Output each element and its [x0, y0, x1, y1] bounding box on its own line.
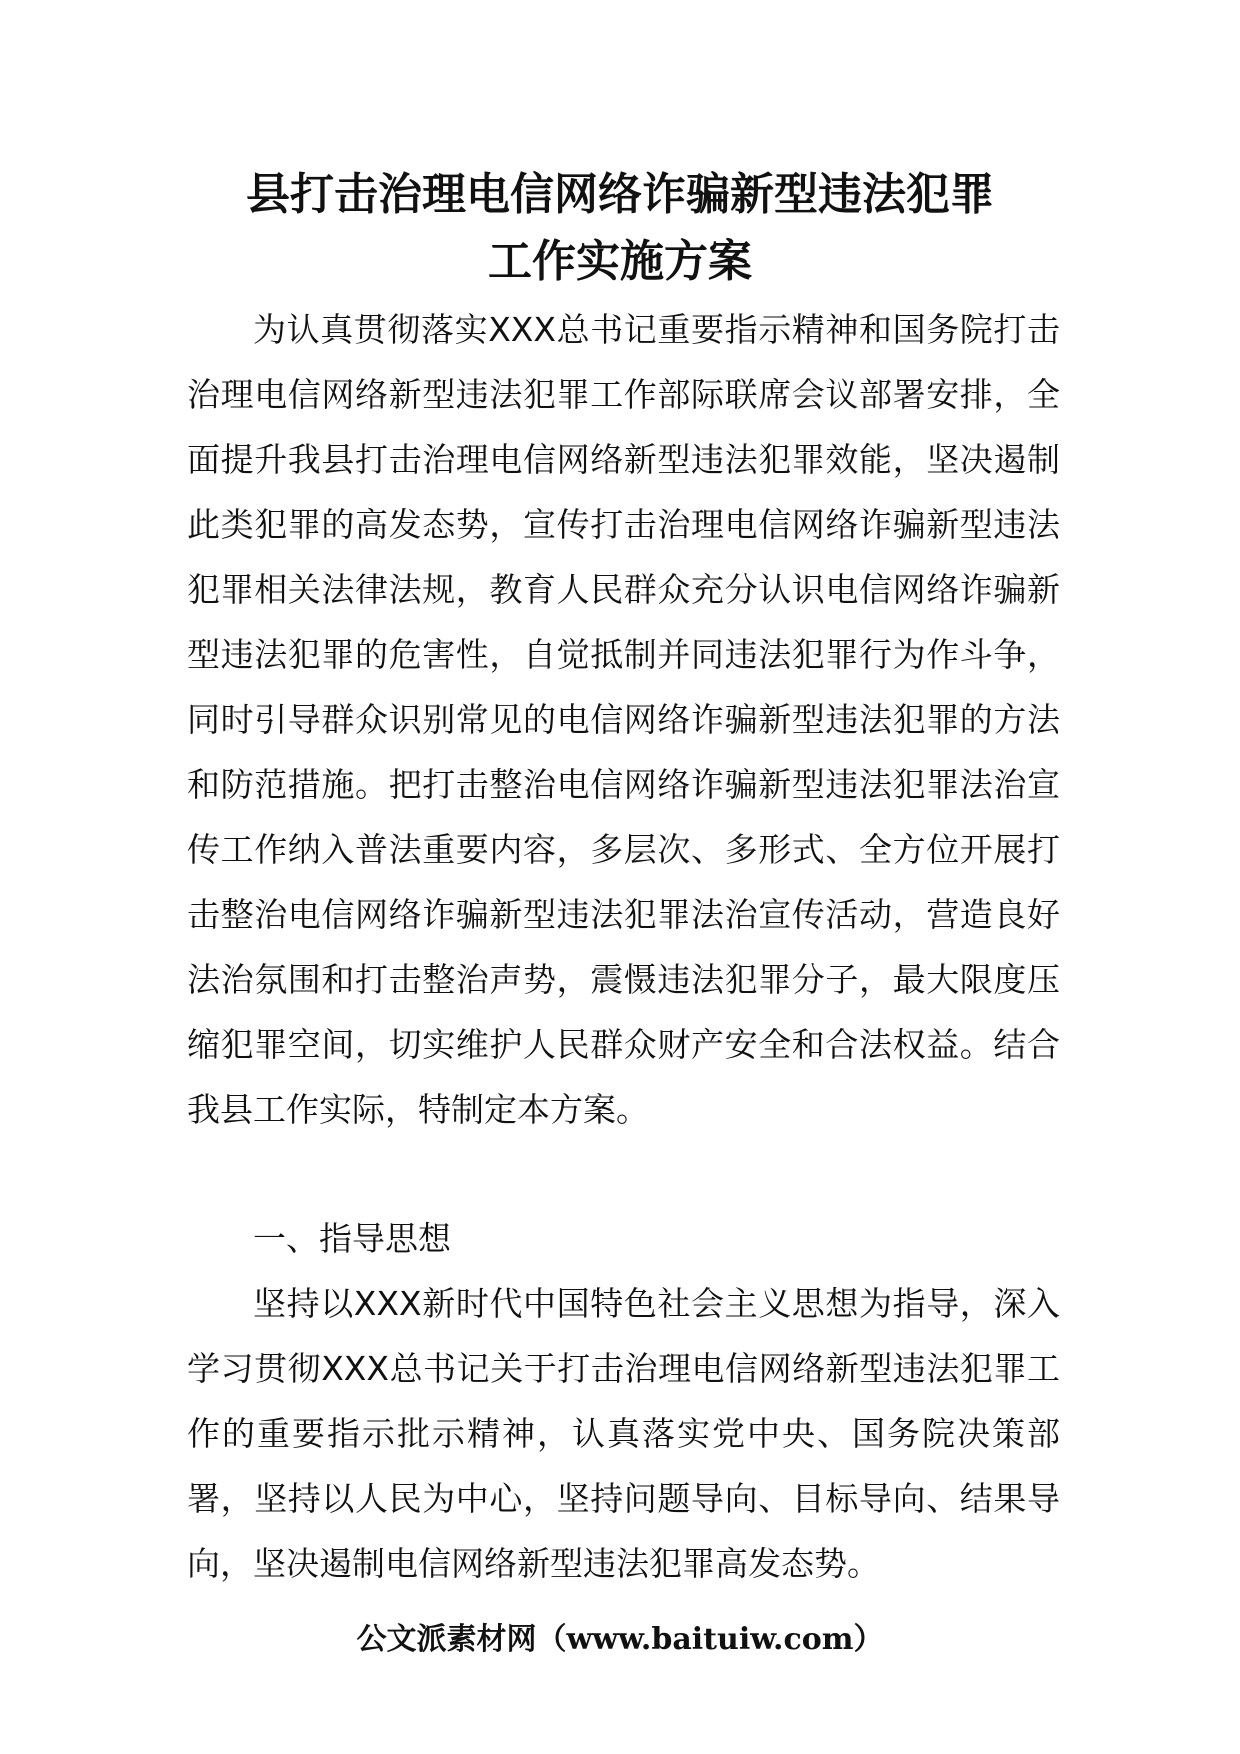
page-title-line-2: 工作实施方案	[488, 236, 752, 287]
section-heading-guiding-ideology: 一、指导思想	[253, 1219, 451, 1258]
section-paragraph-guiding-ideology: 坚持以XXX新时代中国特色社会主义思想为指导，深入学习贯彻XXX总书记关于打击治理电信网络新型违法犯罪工作的重要指示批示精神，认真落实党中央、国务院决策部署，坚持以人民为中心，坚持问题导向、目标导向、结果导向，坚决遏制电信网络新型违法犯罪高发态势。	[187, 1284, 1060, 1583]
page-title-line-1: 县打击治理电信网络诈骗新型违法犯罪	[246, 169, 994, 220]
footer-watermark: 公文派素材网（www.baituiw.com）	[356, 1622, 884, 1657]
intro-paragraph: 为认真贯彻落实XXX总书记重要指示精神和国务院打击治理电信网络新型违法犯罪工作部际联席会议部署安排，全面提升我县打击治理电信网络新型违法犯罪效能，坚决遏制此类犯罪的高发态势，宣传打击治理电信网络诈骗新型违法犯罪相关法律法规，教育人民群众充分认识电信网络诈骗新型违法犯罪的危害性，自觉抵制并同违法犯罪行为作斗争，同时引导群众识别常见的电信网络诈骗新型违法犯罪的方法和防范措施。把打击整治电信网络诈骗新型违法犯罪法治宣传工作纳入普法重要内容，多层次、多形式、全方位开展打击整治电信网络诈骗新型违法犯罪法治宣传活动，营造良好法治氛围和打击整治声势，震慑违法犯罪分子，最大限度压缩犯罪空间，切实维护人民群众财产安全和合法权益。结合我县工作实际，特制定本方案。	[187, 310, 1060, 1129]
